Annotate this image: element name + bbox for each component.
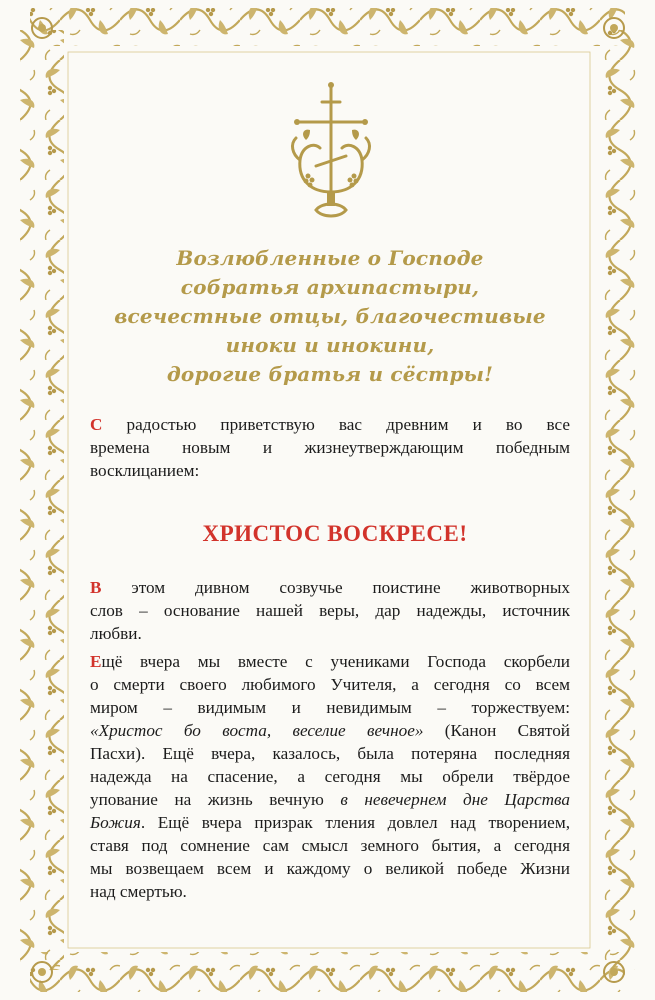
drop-cap: В <box>90 578 102 597</box>
paragraph-line: любви. <box>90 624 142 643</box>
line-text: . Ещё вчера призрак тления довлел над творением, <box>140 813 570 832</box>
canon-quote: «Христос бо воста, веселие вечное» <box>90 721 424 740</box>
paragraph-line <box>90 811 570 834</box>
paragraph-line: восклицанием: <box>90 461 200 480</box>
paragraph-line: слов – основание нашей веры, дар надежды, источник <box>90 601 570 620</box>
greeting-line: дорогие братья и сёстры! <box>166 362 494 386</box>
paragraph-line: времена новым и жизнеутверждающим победным <box>90 438 570 457</box>
line-text: радостью приветствую вас древним и во все <box>102 415 570 434</box>
paragraph-line: Пасхи). Ещё вчера, казалось, была потеряна последняя <box>90 744 570 763</box>
paragraph-line <box>90 650 570 673</box>
orthodox-cross-with-vines-icon <box>286 80 376 230</box>
line-text: упование на жизнь вечную <box>90 790 341 809</box>
drop-cap: С <box>90 415 103 434</box>
paragraph-line: мы возвещаем всем и каждому о великой победе Жизни <box>90 859 570 878</box>
paragraph-line <box>90 576 570 599</box>
paragraph-line: надежда на спасение, а сегодня мы обрели твёрдое <box>90 767 570 786</box>
greeting-line: собратья архипастыри, <box>180 275 480 299</box>
paragraph-yesterday-today <box>90 650 570 903</box>
drop-cap: Е <box>90 652 102 671</box>
paragraph-line: миром – видимым и невидимым – торжествуем: <box>90 698 570 717</box>
greeting-line: всечестные отцы, благочестивые <box>114 304 546 328</box>
paragraph-line <box>90 413 570 436</box>
paragraph-line: ставя под сомнение сам смысл земного бытия, а сегодня <box>90 836 570 855</box>
line-text: этом дивном созвучье поистине животворных <box>101 578 570 597</box>
paragraph-line: о смерти своего любимого Учителя, а сегодня со всем <box>90 675 570 694</box>
greeting-address <box>110 244 550 389</box>
line-text: (Канон Святой <box>423 721 570 740</box>
paragraph-line <box>90 788 570 811</box>
line-text: щё вчера мы вместе с учениками Господа скорбели <box>101 652 570 671</box>
paragraph-words <box>90 576 570 645</box>
easter-greeting-heading: ХРИСТОС ВОСКРЕСЕ! <box>202 521 468 546</box>
paragraph-line: над смертью. <box>90 882 187 901</box>
italic-phrase: в невечернем дне Царства <box>340 790 570 809</box>
italic-phrase: Божия <box>90 813 141 832</box>
greeting-line: иноки и инокини, <box>225 333 435 357</box>
greeting-line: Возлюбленные о Господе <box>176 246 484 270</box>
paragraph-line <box>90 719 570 742</box>
paragraph-intro <box>90 413 570 482</box>
